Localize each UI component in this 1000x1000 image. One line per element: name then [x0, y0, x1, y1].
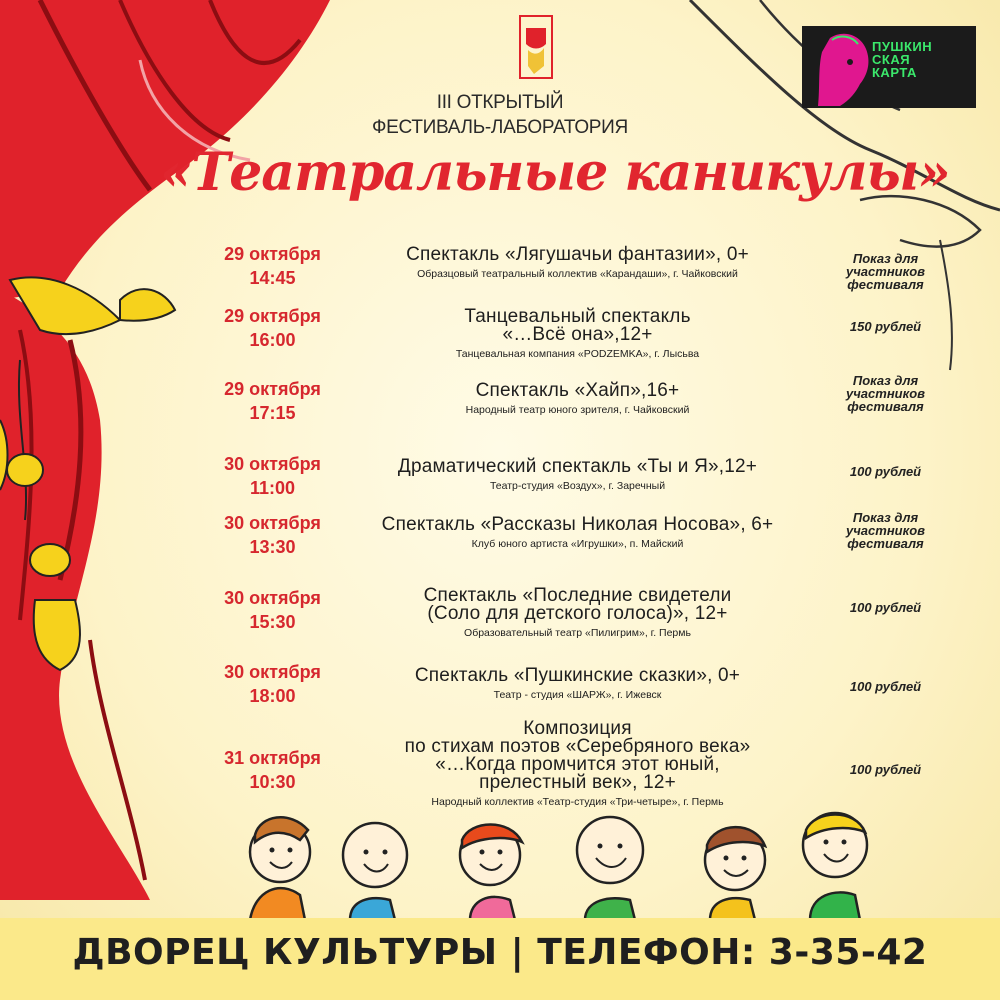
- event-company: Образовательный театр «Пилигрим», г. Пермь: [464, 627, 691, 639]
- event-price: Показ для участников фестиваля: [845, 510, 925, 551]
- event-info: [340, 246, 815, 281]
- event-info: [340, 720, 815, 809]
- festival-type: ФЕСТИВАЛЬ-ЛАБОРАТОРИЯ: [372, 117, 628, 138]
- festival-edition: III ОТКРЫТЫЙ: [436, 92, 564, 113]
- festival-title: «Театральные каникулы»: [160, 142, 950, 203]
- event-price: 150 рублей: [849, 319, 922, 334]
- event-company: Танцевальная компания «PODZEMKA», г. Лысьва: [455, 348, 700, 360]
- event-title: Спектакль «Пушкинские сказки», 0+: [414, 665, 741, 686]
- event-price: 100 рублей: [849, 600, 922, 615]
- event-title: [340, 720, 815, 792]
- event-price: 100 рублей: [849, 762, 922, 777]
- event-date: 30 октября 11:00: [224, 454, 321, 498]
- event-company: Театр-студия «Воздух», г. Заречный: [489, 480, 666, 492]
- event-company: Театр - студия «ШАРЖ», г. Ижевск: [493, 689, 662, 701]
- event-info: [340, 516, 815, 551]
- event-info: [340, 458, 815, 493]
- event-date: 31 октября 10:30: [224, 748, 321, 792]
- event-title: [340, 587, 815, 623]
- event-date: 30 октября 15:30: [224, 588, 321, 632]
- theater-logo-icon: [518, 14, 554, 80]
- event-info: [340, 667, 815, 702]
- event-title-text: Танцевальный спектакль «…Всё она»,12+: [464, 306, 691, 345]
- event-date: 29 октября 14:45: [224, 244, 321, 288]
- event-company: Народный театр юного зрителя, г. Чайковский: [465, 404, 690, 416]
- footer-band: [0, 918, 1000, 1000]
- event-company: Народный коллектив «Театр-студия «Три-четыре», г. Пермь: [431, 796, 724, 808]
- event-company: Клуб юного артиста «Игрушки», п. Майский: [471, 538, 684, 550]
- event-info: [340, 382, 815, 417]
- children-illustration: [240, 800, 890, 920]
- event-price: 100 рублей: [849, 464, 922, 479]
- event-info: [340, 308, 815, 361]
- event-title-text: Спектакль «Последние свидетели (Соло для детского голоса)», 12+: [423, 585, 732, 624]
- pushkin-card-label: ПУШКИН СКАЯ КАРТА: [872, 39, 933, 80]
- pushkin-card-badge: [802, 26, 976, 108]
- event-date: 30 октября 13:30: [224, 513, 321, 557]
- event-title: Спектакль «Лягушачьи фантазии», 0+: [406, 244, 749, 265]
- event-title: Драматический спектакль «Ты и Я»,12+: [397, 456, 758, 477]
- event-title: Спектакль «Рассказы Николая Носова», 6+: [381, 514, 774, 535]
- event-price: Показ для участников фестиваля: [845, 251, 925, 292]
- event-date: 30 октября 18:00: [224, 662, 321, 706]
- event-company: Образцовый театральный коллектив «Карандаши», г. Чайковский: [417, 268, 738, 280]
- event-info: [340, 587, 815, 640]
- footer-contact: ДВОРЕЦ КУЛЬТУРЫ | ТЕЛЕФОН: 3-35-42: [72, 932, 928, 973]
- event-date: 29 октября 17:15: [224, 379, 321, 423]
- event-date: 29 октября 16:00: [224, 306, 321, 350]
- event-title: Спектакль «Хайп»,16+: [475, 380, 680, 401]
- event-title-text: Композиция по стихам поэтов «Серебряного века» «…Когда промчится этот юный, прелестный век», 12+: [404, 718, 751, 793]
- event-price: Показ для участников фестиваля: [845, 373, 925, 414]
- event-price: 100 рублей: [849, 679, 922, 694]
- event-title: [340, 308, 815, 344]
